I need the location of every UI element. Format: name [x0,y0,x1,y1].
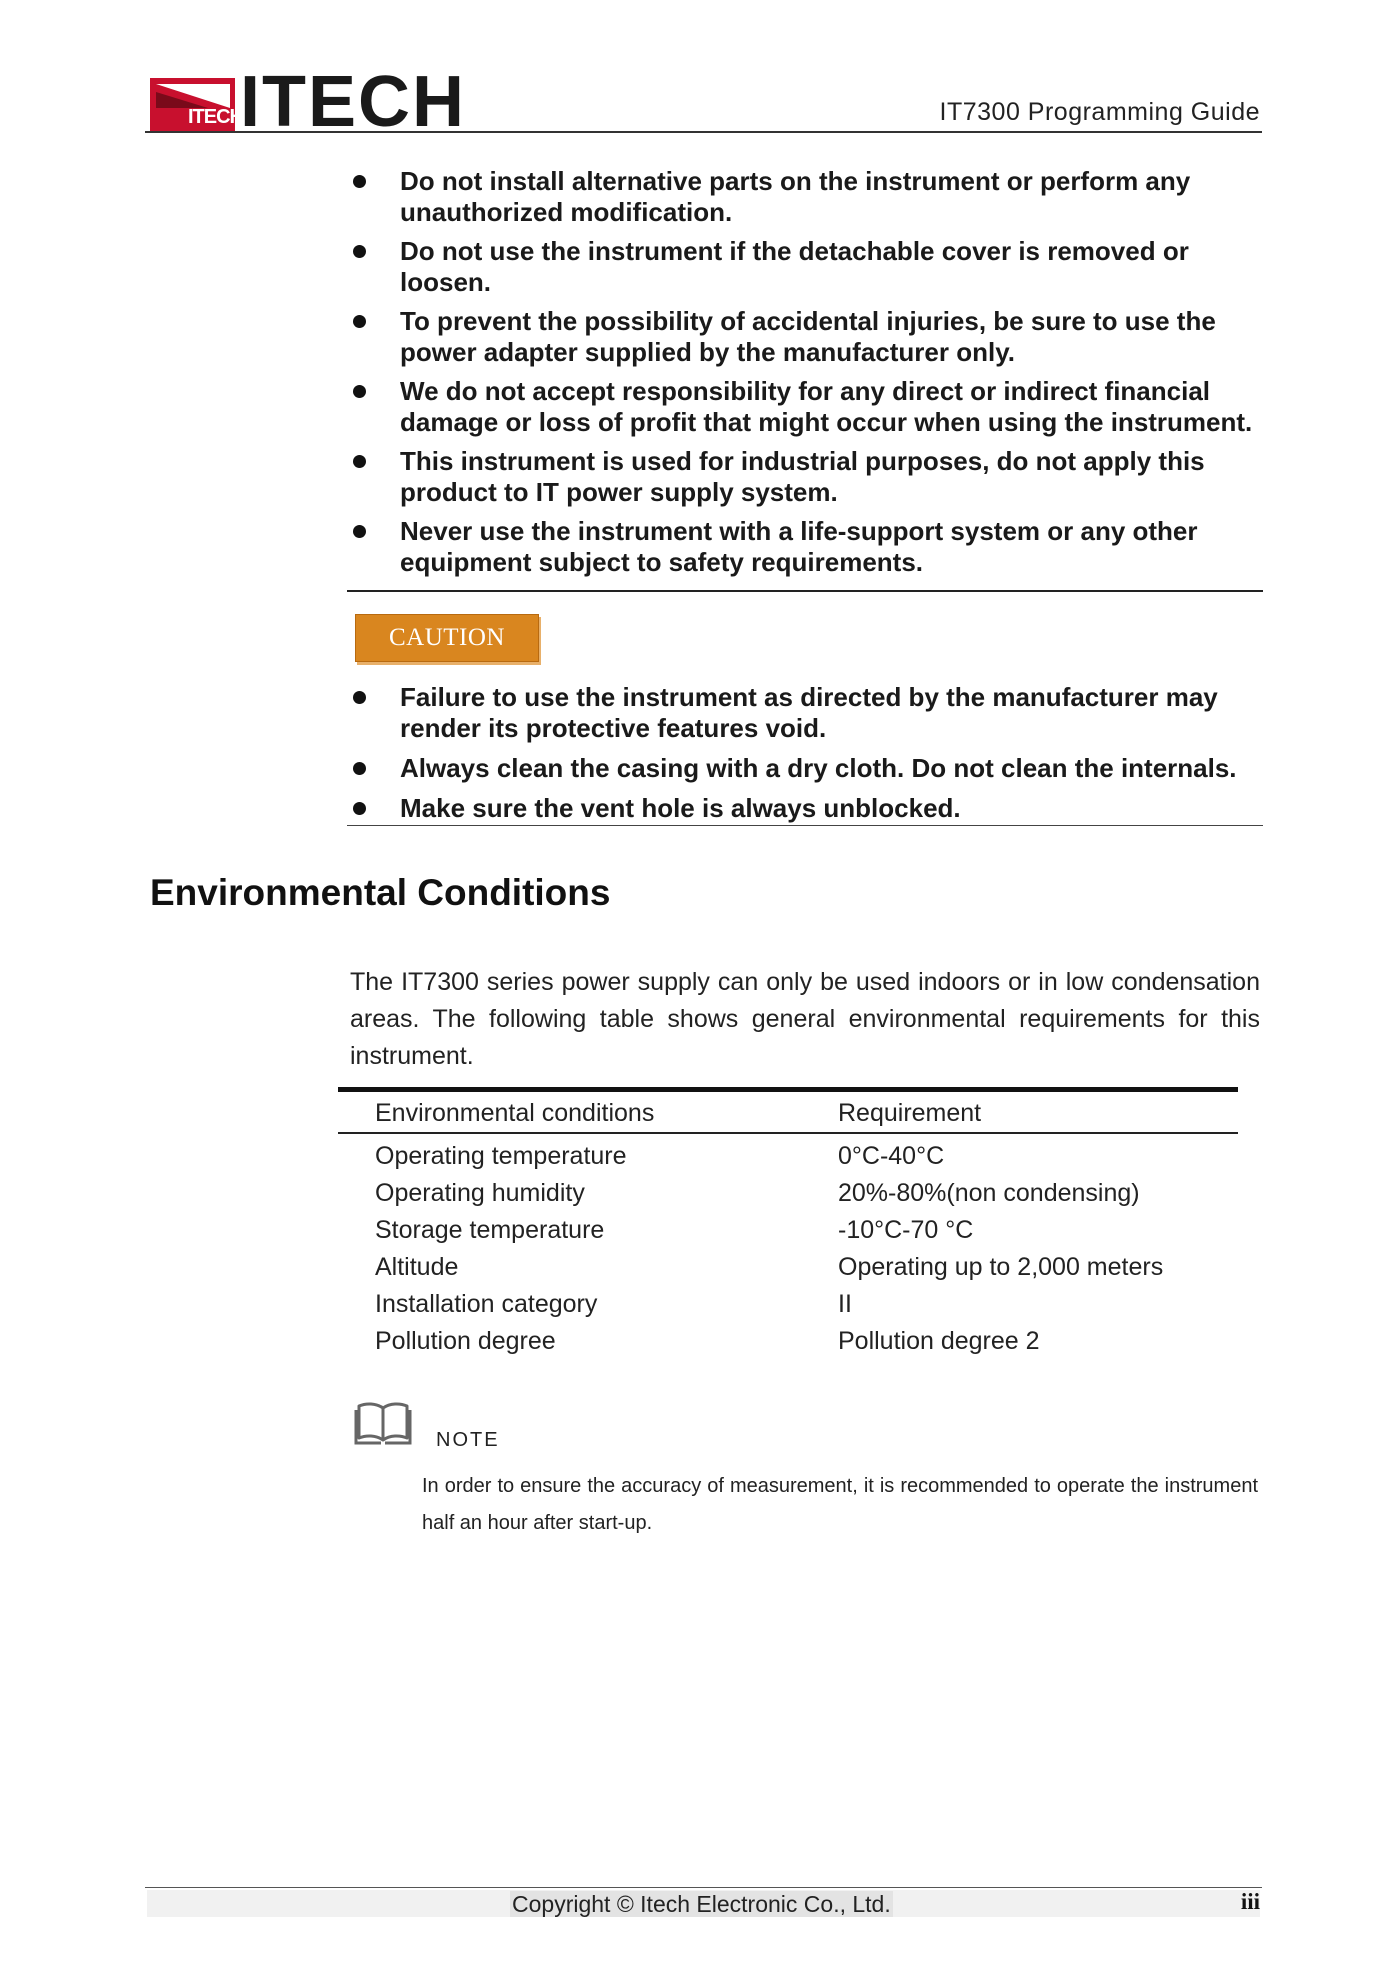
table-cell: Operating up to 2,000 meters [838,1253,1164,1281]
list-item [350,236,1270,298]
logo-word: ITECH [240,62,466,142]
bullet-icon [353,802,366,815]
table-cell: Storage temperature [375,1216,605,1244]
table-cell: II [838,1290,852,1318]
header-divider [145,131,1262,133]
bullet-text: Failure to use the instrument as directed by the manufacturer may render its protective features void. [400,682,1218,743]
table-row [338,1212,1238,1249]
column-header: Environmental conditions [375,1098,655,1127]
bullet-text: Make sure the vent hole is always unblocked. [400,793,961,823]
table-cell: Installation category [375,1290,598,1318]
column-header: Requirement [838,1098,982,1127]
table-row [338,1133,1238,1175]
bullet-text: To prevent the possibility of accidental injuries, be sure to use the power adapter supplied by the manufacturer only. [400,306,1216,367]
table-row [338,1323,1238,1360]
table-row [338,1175,1238,1212]
bullet-text: This instrument is used for industrial purposes, do not apply this product to IT power supply system. [400,446,1205,507]
table-cell: -10°C-70 °C [838,1216,974,1244]
note-text: In order to ensure the accuracy of measurement, it is recommended to operate the instrument half an hour after start-up. [422,1475,1258,1534]
list-item [350,753,1270,784]
bullet-icon [353,385,366,398]
bullet-text: Do not install alternative parts on the instrument or perform any unauthorized modification. [400,166,1191,227]
footer-copyright: Copyright © Itech Electronic Co., Ltd. [512,1891,891,1917]
bullet-icon [353,691,366,704]
list-item [350,376,1270,438]
bullet-icon [353,762,366,775]
table-cell: Pollution degree [375,1327,556,1355]
caution-bullet-list [350,682,1270,833]
footer-divider [145,1887,1262,1888]
warning-divider [347,590,1263,592]
logo-mark-text: ITECH [188,106,243,128]
caution-badge: CAUTION [355,614,539,662]
list-item [350,446,1270,508]
page-number: iii [1240,1889,1260,1914]
bullet-icon [353,245,366,258]
caution-divider [347,825,1263,826]
bullet-icon [353,525,366,538]
bullet-text: We do not accept responsibility for any direct or indirect financial damage or loss of profit that might occur when using the instrument. [400,376,1253,437]
note-label: NOTE [436,1429,500,1451]
bullet-icon [353,175,366,188]
bullet-icon [353,315,366,328]
table-cell: 20%-80%(non condensing) [838,1179,1140,1207]
table-row [338,1249,1238,1286]
list-item [350,306,1270,368]
table-cell: Altitude [375,1253,459,1281]
itech-logo [150,62,466,142]
list-item [350,682,1270,744]
bullet-text: Do not use the instrument if the detachable cover is removed or loosen. [400,236,1189,297]
table-header-row [338,1090,1238,1134]
list-item [350,516,1270,578]
table-row [338,1286,1238,1323]
list-item [350,793,1270,824]
bullet-text: Never use the instrument with a life-support system or any other equipment subject to safety requirements. [400,516,1198,577]
list-item [350,166,1270,228]
section-heading: Environmental Conditions [150,872,611,913]
warning-bullet-list [350,166,1270,586]
environmental-conditions-table [338,1087,1238,1360]
bullet-icon [353,455,366,468]
table-cell: Operating humidity [375,1179,585,1207]
book-icon [354,1400,412,1446]
section-intro-paragraph: The IT7300 series power supply can only be used indoors or in low condensation areas. The following table shows general environmental requirements for this instrument. [350,968,1260,1070]
document-title: IT7300 Programming Guide [939,98,1260,126]
bullet-text: Always clean the casing with a dry cloth. Do not clean the internals. [400,753,1237,783]
table-cell: Operating temperature [375,1142,627,1170]
table-cell: Pollution degree 2 [838,1327,1040,1355]
table-cell: 0°C-40°C [838,1142,945,1170]
